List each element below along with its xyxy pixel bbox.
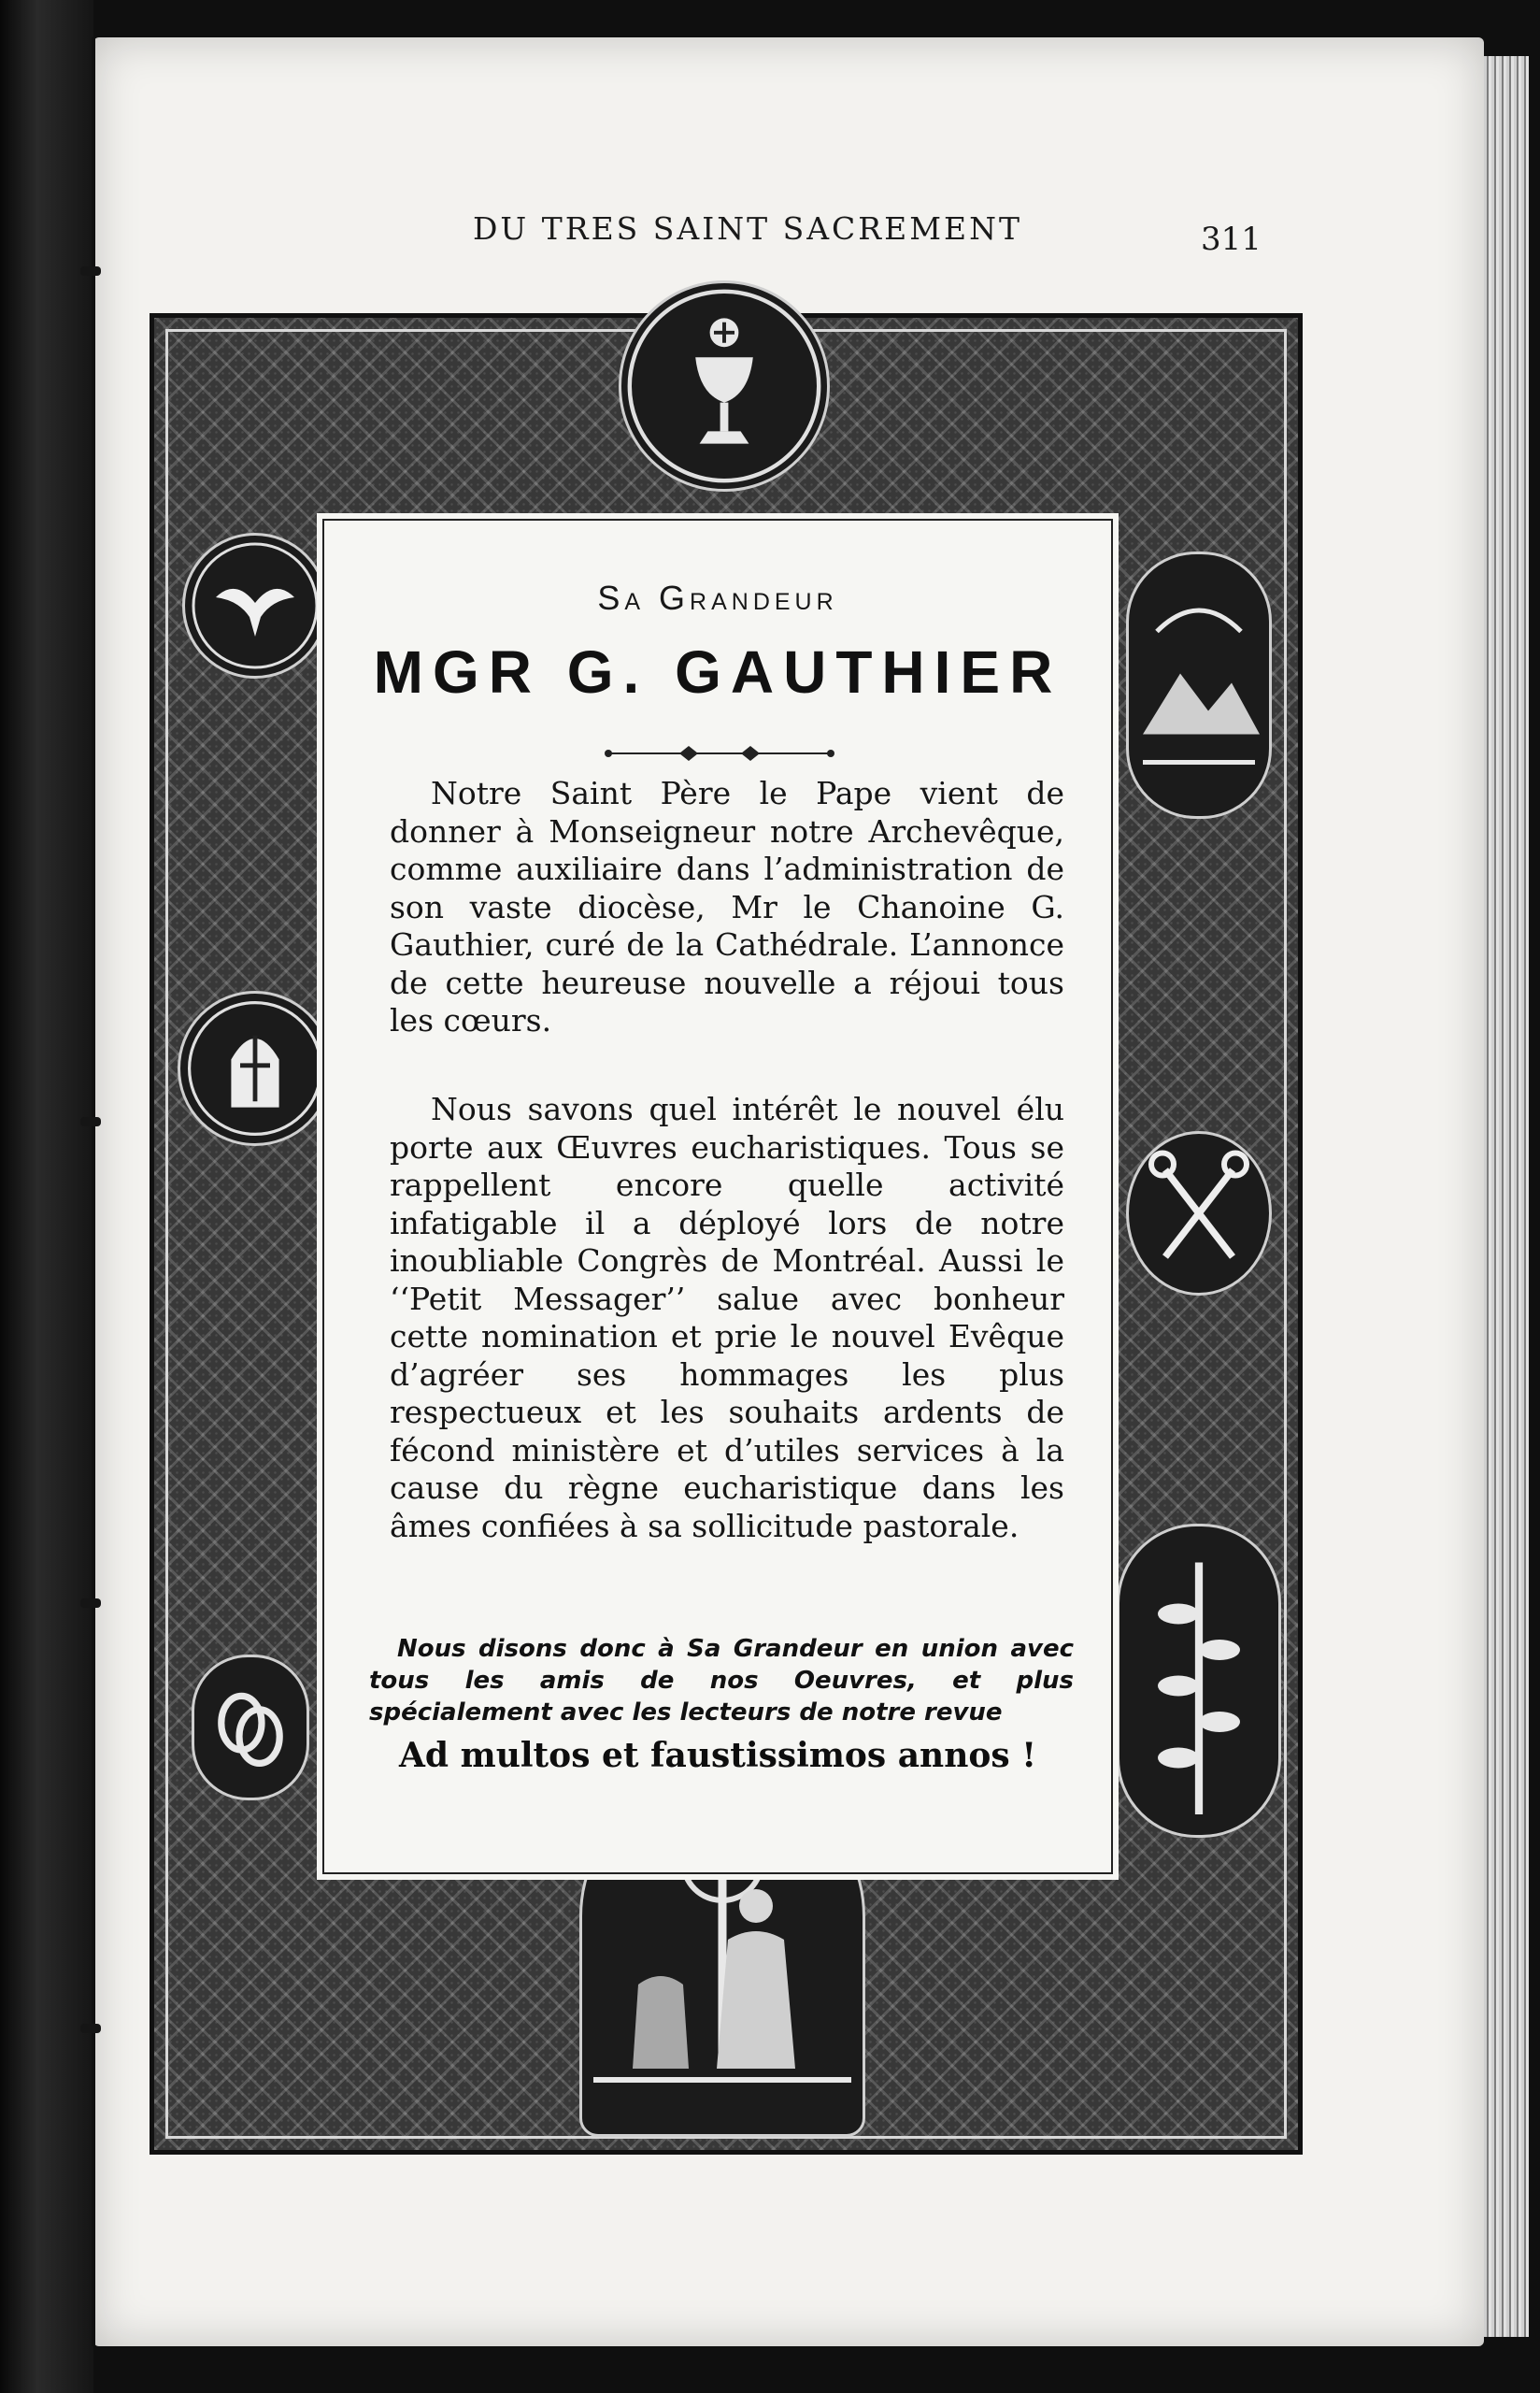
binding-stitch: [80, 2024, 101, 2033]
acclamation: Ad multos et faustissimos annos !: [398, 1736, 1037, 1775]
scan-background-left: [0, 0, 93, 2393]
binding-stitch: [80, 1598, 101, 1608]
ornamental-divider: [605, 743, 834, 764]
binding-thread: [92, 37, 105, 2346]
landscape-icon: [1126, 552, 1272, 819]
page-number: 311: [1201, 221, 1262, 258]
closing-text: Nous disons donc à Sa Grandeur en union avec tous les amis de nos Oeuvres, et plus spécialement avec les lecteurs de notre revue: [369, 1635, 1074, 1727]
chalice-icon: [619, 280, 830, 492]
rings-icon: [192, 1655, 309, 1800]
dove-icon: [182, 533, 328, 679]
body-paragraph: Nous savons quel intérêt le nouvel élu porte aux Œuvres eucharistiques. Tous se rappellent encore quelle activité infatigable il a déployé lors de notre inoubliable Congrès de Montréal. Aussi le ‘‘Petit Messager’’ salue avec bonheur cette nomination et prie le nouvel Evêque d’agréer ses hommages les plus respectueux et les souhaits ardents de fécond ministère et d’utiles services à la cause du règne eucharistique dans les âmes confiées à sa sollicitude pastorale.: [390, 1091, 1064, 1544]
binding-stitch: [80, 266, 101, 276]
mitre-icon: [178, 991, 333, 1146]
crossed-keys-icon: [1126, 1131, 1272, 1296]
title-honorific: Sa Grandeur: [597, 579, 838, 617]
binding-stitch: [80, 1117, 101, 1126]
text-panel: [322, 519, 1113, 1874]
running-head: DU TRES SAINT SACREMENT: [472, 210, 1023, 247]
olive-branch-icon: [1117, 1524, 1281, 1838]
body-paragraph: Notre Saint Père le Pape vient de donner à Monseigneur notre Archevêque, comme auxiliaire dans l’administration de son vaste diocèse, Mr le Chanoine G. Gauthier, curé de la Cathédrale. L’annonce de cette heureuse nouvelle a réjoui tous les cœurs.: [390, 775, 1064, 1039]
title-name: MGR G. GAUTHIER: [373, 638, 1062, 706]
page-stack-edge: [1484, 56, 1529, 2337]
